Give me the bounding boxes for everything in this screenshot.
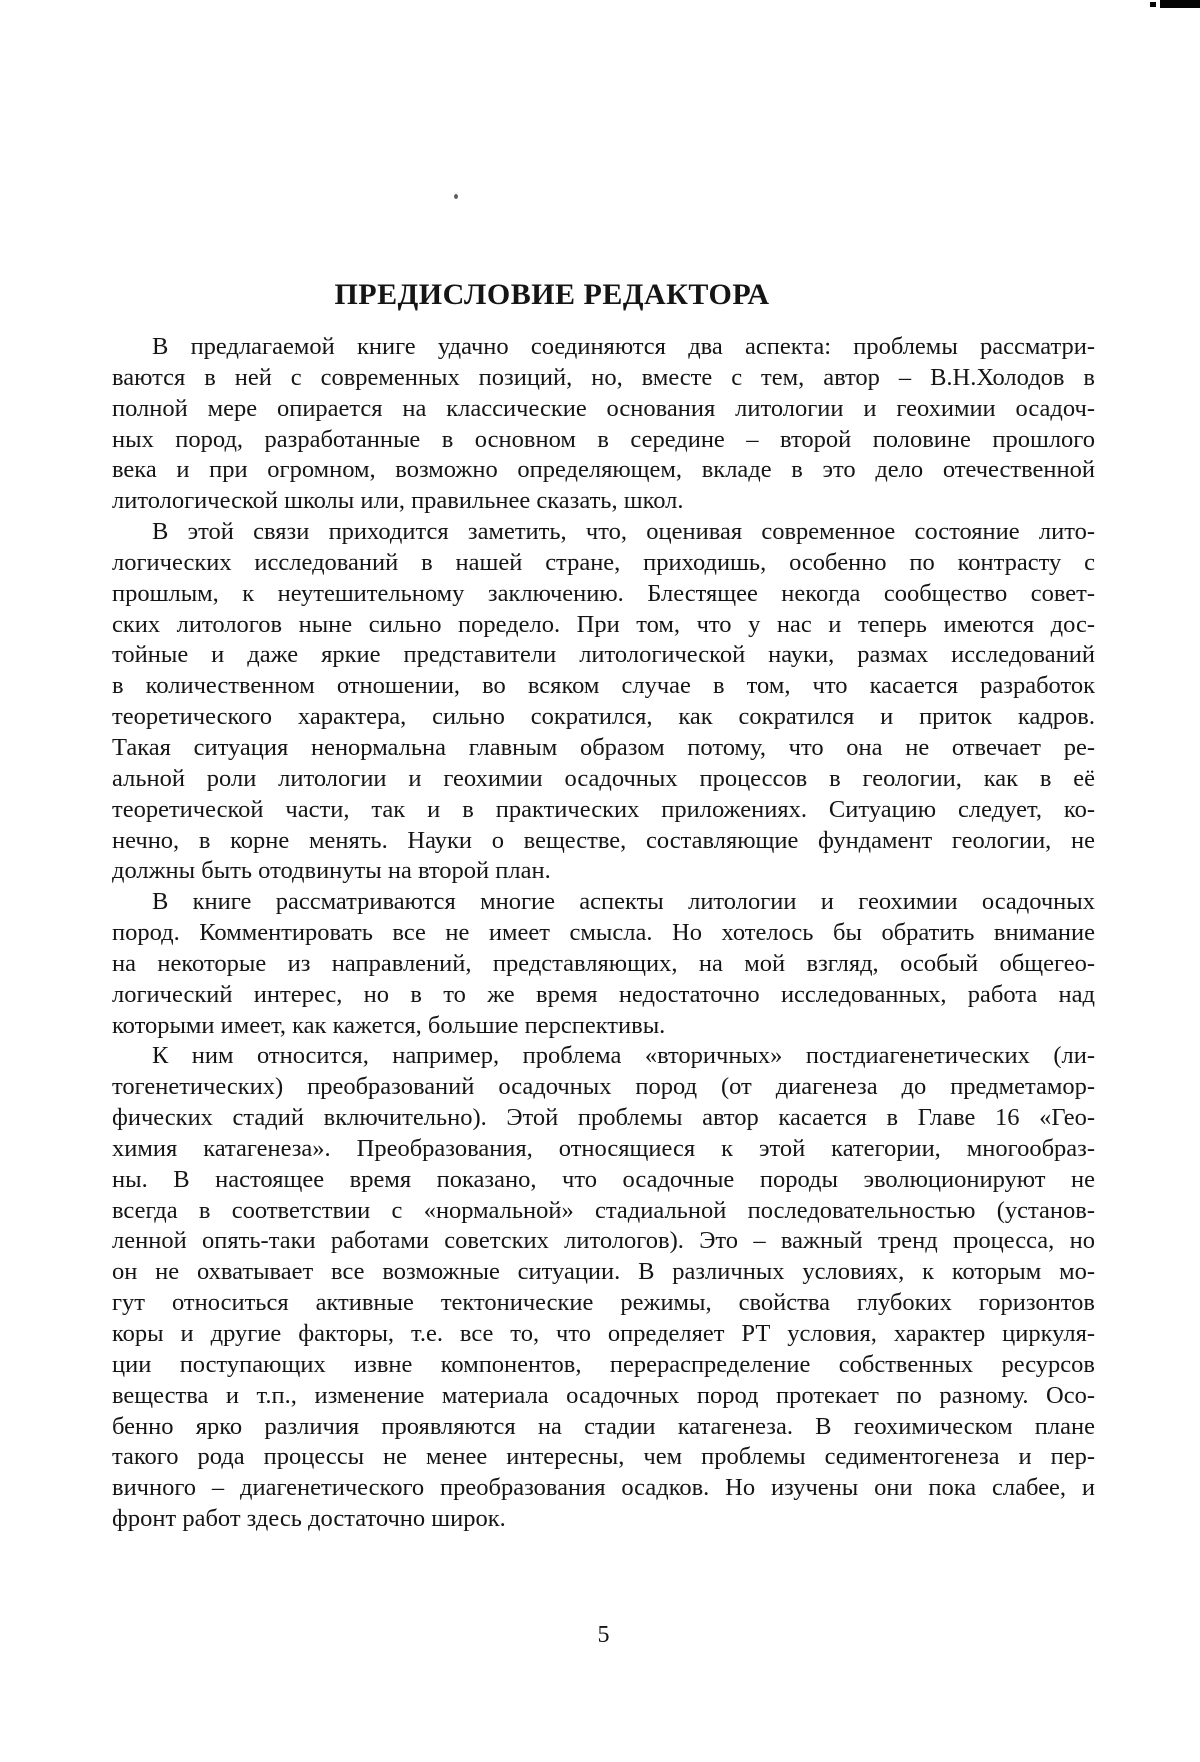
paragraph [112, 887, 1095, 1041]
text-line: ленной опять-таки работами советских литологов). Это – важный тренд процесса, но [112, 1227, 1095, 1255]
text-line: бенно ярко различия проявляются на стадии катагенеза. В геохимическом плане [112, 1412, 1095, 1440]
text-line: ции поступающих извне компонентов, перераспределение собственных ресурсов [112, 1350, 1095, 1378]
scan-corner-mark [1160, 0, 1200, 8]
text-line: такого рода процессы не менее интересны, чем проблемы седиментогенеза и пер- [112, 1443, 1095, 1471]
text-line: фронт работ здесь достаточно широк. [112, 1505, 506, 1533]
text-line: полной мере опирается на классические основания литологии и геохимии осадоч- [112, 394, 1095, 422]
text-line: гут относиться активные тектонические режимы, свойства глубоких горизонтов [112, 1289, 1095, 1317]
text-line: должны быть отодвинуты на второй план. [112, 857, 551, 885]
text-line: прошлым, к неутешительному заключению. Блестящее некогда сообщество совет- [112, 579, 1095, 607]
text-line: нечно, в корне менять. Науки о веществе, составляющие фундамент геологии, не [112, 826, 1095, 854]
scan-speck [454, 194, 458, 199]
text-line: химия катагенеза». Преобразования, относящиеся к этой категории, многообраз- [112, 1134, 1095, 1162]
page-number: 5 [597, 1622, 610, 1648]
text-line: он не охватывает все возможные ситуации. В различных условиях, к которым мо- [112, 1258, 1095, 1286]
text-line: ны. В настоящее время показано, что осадочные породы эволюционируют не [112, 1165, 1095, 1193]
text-line: которыми имеет, как кажется, большие перспективы. [112, 1011, 666, 1039]
text-line: пород. Комментировать все не имеет смысла. Но хотелось бы обратить внимание [112, 919, 1095, 947]
text-line: вичного – диагенетического преобразования осадков. Но изучены они пока слабее, и [112, 1474, 1095, 1502]
text-line: ваются в ней с современных позиций, но, вместе с тем, автор – В.Н.Холодов в [112, 363, 1095, 391]
text-line: ных пород, разработанные в основном в середине – второй половине прошлого [112, 425, 1095, 453]
preface-text [112, 332, 1095, 1535]
text-line: К ним относится, например, проблема «вторичных» постдиагенетических (ли- [152, 1042, 1095, 1070]
text-line: всегда в соответствии с «нормальной» стадиальной последовательностью (установ- [112, 1196, 1095, 1224]
text-line: теоретического характера, сильно сократился, как сократился и приток кадров. [112, 703, 1095, 731]
text-line: коры и другие факторы, т.е. все то, что определяет РТ условия, характер циркуля- [112, 1320, 1095, 1347]
text-line: в количественном отношении, во всяком случае в том, что касается разработок [112, 672, 1095, 700]
text-line: литологической школы или, правильнее сказать, школ. [112, 487, 684, 515]
paragraph [112, 332, 1095, 517]
text-line: ских литологов ныне сильно поредело. При том, что у нас и теперь имеются дос- [112, 610, 1095, 638]
text-line: тойные и даже яркие представители литологической науки, размах исследований [112, 641, 1095, 669]
text-line: В книге рассматриваются многие аспекты литологии и геохимии осадочных [152, 888, 1095, 916]
page-title: ПРЕДИСЛОВИЕ РЕДАКТОРА [334, 278, 770, 311]
text-line: на некоторые из направлений, представляющих, на мой взгляд, особый общегео- [112, 949, 1095, 977]
text-line: века и при огромном, возможно определяющем, вкладе в это дело отечественной [112, 456, 1095, 484]
text-line: Такая ситуация ненормальна главным образом потому, что она не отвечает ре- [112, 733, 1095, 761]
text-line: логических исследований в нашей стране, приходишь, особенно по контрасту с [112, 548, 1095, 576]
text-line: альной роли литологии и геохимии осадочных процессов в геологии, как в её [112, 764, 1095, 792]
text-line: теоретической части, так и в практических приложениях. Ситуацию следует, ко- [112, 795, 1095, 823]
text-line: В предлагаемой книге удачно соединяются два аспекта: проблемы рассматри- [152, 333, 1095, 360]
scan-corner-dot [1150, 2, 1156, 7]
text-line: логический интерес, но в то же время недостаточно исследованных, работа над [112, 980, 1095, 1008]
text-line: вещества и т.п., изменение материала осадочных пород протекает по разному. Осо- [112, 1381, 1095, 1409]
text-line: В этой связи приходится заметить, что, оценивая современное состояние лито- [152, 518, 1095, 546]
text-line: тогенетических) преобразований осадочных пород (от диагенеза до предметамор- [112, 1073, 1095, 1101]
text-line: фических стадий включительно). Этой проблемы автор касается в Главе 16 «Гео- [112, 1104, 1095, 1132]
paragraph [112, 517, 1095, 887]
paragraph [112, 1041, 1095, 1535]
